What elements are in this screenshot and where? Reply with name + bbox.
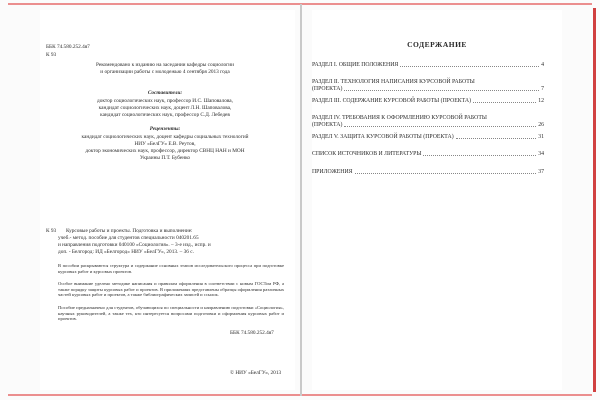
toc-entry-label: ПРИЛОЖЕНИЯ	[312, 169, 353, 175]
toc-leader-dots	[400, 66, 539, 67]
compiler-1: доктор социологических наук, профессор И.С. Шаповалова,	[97, 98, 233, 104]
reviewer-1: кандидат социологических наук, доцент кафедры социальных технологий	[81, 134, 249, 140]
toc-entry-label: РАЗДЕЛ I. ОБЩИЕ ПОЛОЖЕНИЯ	[312, 62, 399, 68]
toc-entry	[312, 98, 544, 105]
bbk-code: ББК 74.580.252.4я7	[46, 44, 90, 50]
toc-leader-dots	[344, 126, 536, 127]
catalog-k-code: К 93	[46, 228, 57, 234]
reviewers-heading: Рецензенты:	[149, 126, 181, 132]
toc-leader-dots	[423, 155, 536, 156]
toc-entry-label-continued: (ПРОЕКТА)	[312, 122, 343, 128]
toc-page-number: 26	[538, 122, 544, 128]
book-fold	[300, 4, 302, 396]
reviewer-2: доктор экономических наук, профессор, директор СВНЦ НАН и МОН	[85, 148, 245, 154]
toc-page-number: 37	[538, 169, 544, 175]
catalog-line-1: Курсовые работы и проекты. Подготовка и выполнение:	[66, 228, 193, 234]
toc-page-number: 34	[538, 151, 544, 157]
catalog-line-3: и направления подготовки 040100 «Социология». – 3-е изд., испр. и	[58, 242, 211, 248]
toc-leader-dots	[344, 90, 539, 91]
catalog-line-4: доп. - Белгород: ИД «Белгород» НИУ «БелГУ», 2013. – 36 с.	[58, 249, 194, 255]
toc-entry-label: РАЗДЕЛ IV. ТРЕБОВАНИЯ К ОФОРМЛЕНИЮ КУРСОВОЙ РАБОТЫ	[312, 115, 487, 121]
toc-leader-dots	[355, 173, 536, 174]
toc-entry	[312, 62, 544, 69]
right-page	[312, 10, 562, 390]
toc-page-number: 7	[541, 86, 544, 92]
toc-entry-label: РАЗДЕЛ II. ТЕХНОЛОГИЯ НАПИСАНИЯ КУРСОВОЙ РАБОТЫ	[312, 79, 475, 85]
toc-entry-label-continued: (ПРОЕКТА)	[312, 86, 343, 92]
copyright: © НИУ «БелГУ», 2013	[230, 370, 282, 376]
reviewer-2-org: Украины П.Т. Бубенко	[139, 155, 191, 161]
toc-entry	[312, 79, 544, 93]
toc-page-number: 31	[538, 134, 544, 140]
approval-line-2: и организации работы с молодежью 4 сентября 2013 года	[100, 69, 230, 75]
toc-page-number: 4	[541, 62, 544, 68]
abstract-paragraph-3: Пособие предназначено для студентов, обучающихся по специальности и направлению подготовки «Социология», научных руководителей, а также тех, кто интересуется вопросами подготовки и оформления курсовых работ и проектов.	[58, 305, 284, 322]
catalog-line-2: учеб.- метод. пособие для студентов специальности 040201.65	[58, 235, 199, 241]
left-page	[40, 10, 295, 390]
k-code: К 93	[46, 52, 57, 58]
toc-leader-dots	[456, 138, 536, 139]
toc-entry-label: РАЗДЕЛ III. СОДЕРЖАНИЕ КУРСОВОЙ РАБОТЫ (ПРОЕКТА)	[312, 98, 472, 104]
toc-entry-label: РАЗДЕЛ V. ЗАЩИТА КУРСОВОЙ РАБОТЫ (ПРОЕКТА)	[312, 134, 454, 140]
abstract-paragraph-2: Особое внимание уделено методике написания и правилам оформления в соответствии с новым ГОСТом РФ, а также порядку защиты курсовых работ и проектов. В приложениях представлены образцы оформления различных частей курсовых работ и проектов, а также библиографических записей и ссылок.	[58, 281, 284, 298]
compilers-heading: Составители:	[147, 90, 183, 96]
toc-entry	[312, 151, 544, 158]
page-edge-right	[593, 8, 596, 392]
toc-leader-dots	[473, 102, 536, 103]
toc-title: СОДЕРЖАНИЕ	[407, 40, 467, 49]
compiler-2: кандидат социологических наук, доцент Л.Н. Шаповалова,	[98, 105, 232, 111]
compiler-3: кандидат социологических наук, профессор С.Д. Лебедев	[100, 112, 230, 118]
approval-line-1: Рекомендовано к изданию на заседании кафедры социологии	[96, 62, 234, 68]
toc-entry	[312, 134, 544, 141]
reviewer-1-org: НИУ «БелГУ» Е.В. Реутов,	[134, 141, 196, 147]
toc-entry	[312, 169, 544, 176]
toc-entry	[312, 115, 544, 129]
bbk-bottom: ББК 74.580.252.4я7	[230, 330, 274, 336]
abstract-paragraph-1: В пособии раскрываются структура и содержание основных этапов исследовательского процесса при подготовке курсовых работ и курсовых проектов.	[58, 263, 284, 274]
toc-page-number: 12	[538, 98, 544, 104]
toc-entry-label: СПИСОК ИСТОЧНИКОВ И ЛИТЕРАТУРЫ	[312, 151, 422, 157]
